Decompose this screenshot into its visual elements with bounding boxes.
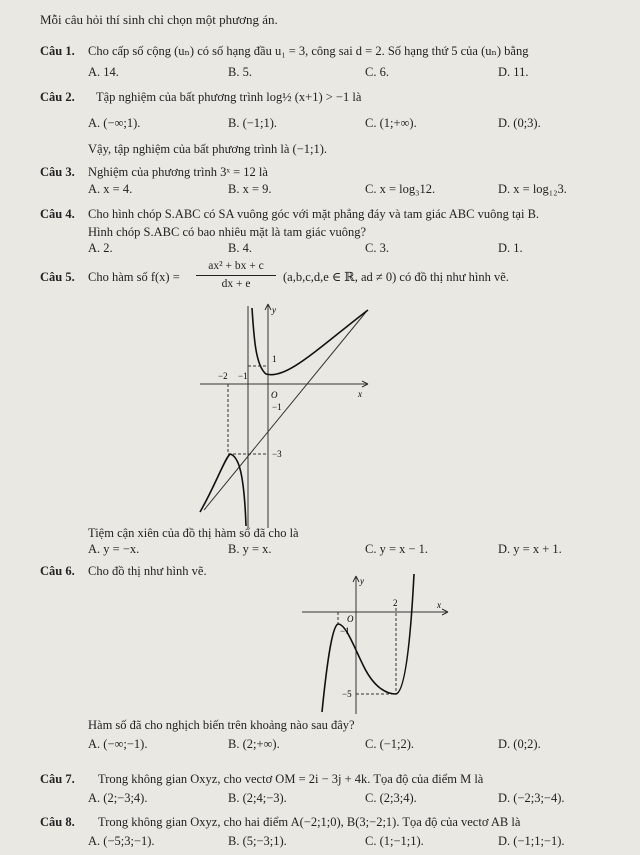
q6-option-b[interactable]: B. (2;+∞). — [228, 737, 280, 751]
q2-option-d[interactable]: D. (0;3). — [498, 116, 541, 130]
q6-option-c[interactable]: C. (−1;2). — [365, 737, 415, 751]
q5-label-x: x — [358, 389, 362, 399]
q6-number: Câu 6. — [40, 564, 75, 578]
q3-stem: Nghiệm của phương trình 3ˣ = 12 là — [88, 165, 268, 179]
q5-stem-post: (a,b,c,d,e ∈ ℝ, ad ≠ 0) có đồ thị như hình vẽ. — [283, 270, 509, 284]
q6-label-y: y — [360, 576, 364, 586]
q4-option-a[interactable]: A. 2. — [88, 241, 113, 255]
q5-curve-right — [252, 308, 368, 375]
q6-label-x: x — [437, 600, 441, 610]
q8-stem: Trong không gian Oxyz, cho hai điểm A(−2;1;0), B(3;−2;1). Tọa độ của vectơ AB là — [98, 815, 521, 829]
q6-curve — [322, 574, 414, 712]
q5-option-d[interactable]: D. y = x + 1. — [498, 542, 562, 556]
q5-fraction-denominator: dx + e — [221, 278, 251, 290]
q4-stem: Cho hình chóp S.ABC có SA vuông góc với mặt phẳng đáy và tam giác ABC vuông tại B. — [88, 207, 540, 221]
q6-option-a[interactable]: A. (−∞;−1). — [88, 737, 148, 751]
q2-note: Vậy, tập nghiệm của bất phương trình là (−1;1). — [88, 142, 328, 156]
q2-number: Câu 2. — [40, 90, 75, 104]
q6-label-x2: 2 — [393, 598, 398, 608]
q7-option-b[interactable]: B. (2;4;−3). — [228, 791, 287, 805]
q5-option-c[interactable]: C. y = x − 1. — [365, 542, 429, 556]
q1-option-d[interactable]: D. 11. — [498, 65, 529, 79]
q5-option-b[interactable]: B. y = x. — [228, 542, 272, 556]
q7-option-a[interactable]: A. (2;−3;4). — [88, 791, 148, 805]
q5-stem-pre: Cho hàm số f(x) = — [88, 270, 180, 284]
q5-graph — [196, 300, 372, 530]
q6-option-d[interactable]: D. (0;2). — [498, 737, 541, 751]
q6-graph — [300, 572, 450, 718]
q3-option-a[interactable]: A. x = 4. — [88, 182, 133, 196]
q8-number: Câu 8. — [40, 815, 75, 829]
q5-curve-left — [200, 454, 246, 526]
q5-fraction-bar — [196, 275, 276, 276]
q5-label-yneg1: −1 — [272, 402, 282, 412]
q2-option-a[interactable]: A. (−∞;1). — [88, 116, 141, 130]
q8-option-a[interactable]: A. (−5;3;−1). — [88, 834, 155, 848]
q6-label-yneg5: −5 — [342, 689, 352, 699]
q1-number: Câu 1. — [40, 44, 75, 58]
q1-option-c[interactable]: C. 6. — [365, 65, 389, 79]
q4-option-d[interactable]: D. 1. — [498, 241, 523, 255]
q6-stem-2: Hàm số đã cho nghịch biến trên khoảng nào sau đây? — [88, 718, 355, 732]
q4-number: Câu 4. — [40, 207, 75, 221]
q6-label-xneg1: −1 — [340, 626, 350, 636]
q3-number: Câu 3. — [40, 165, 75, 179]
q5-label-xneg1: −1 — [238, 371, 248, 381]
q6-stem: Cho đồ thị như hình vẽ. — [88, 564, 207, 578]
q4-option-c[interactable]: C. 3. — [365, 241, 389, 255]
q5-option-a[interactable]: A. y = −x. — [88, 542, 140, 556]
q1-option-b[interactable]: B. 5. — [228, 65, 252, 79]
q2-option-c[interactable]: C. (1;+∞). — [365, 116, 417, 130]
q6-label-origin: O — [347, 614, 354, 624]
q3-option-d[interactable]: D. x = log₁₂3. — [498, 182, 567, 196]
q2-stem: Tập nghiệm của bất phương trình log½ (x+1) > −1 là — [96, 90, 362, 104]
q8-option-c[interactable]: C. (1;−1;1). — [365, 834, 424, 848]
q8-option-b[interactable]: B. (5;−3;1). — [228, 834, 287, 848]
q7-option-d[interactable]: D. (−2;3;−4). — [498, 791, 565, 805]
q5-number: Câu 5. — [40, 270, 75, 284]
q4-stem-2: Hình chóp S.ABC có bao nhiêu mặt là tam giác vuông? — [88, 225, 367, 239]
q7-option-c[interactable]: C. (2;3;4). — [365, 791, 417, 805]
q7-stem: Trong không gian Oxyz, cho vectơ OM = 2i − 3j + 4k. Tọa độ của điểm M là — [98, 772, 484, 786]
q3-option-c[interactable]: C. x = log₃12. — [365, 182, 436, 196]
q7-number: Câu 7. — [40, 772, 75, 786]
q5-label-y: y — [272, 305, 276, 315]
q1-option-a[interactable]: A. 14. — [88, 65, 119, 79]
q8-option-d[interactable]: D. (−1;1;−1). — [498, 834, 565, 848]
q5-label-yneg3: −3 — [272, 449, 282, 459]
intro-text: Mỗi câu hỏi thí sinh chỉ chọn một phương án. — [40, 12, 278, 27]
q5-label-y1: 1 — [272, 354, 277, 364]
q1-stem: Cho cấp số cộng (uₙ) có số hạng đầu u₁ = 3, công sai d = 2. Số hạng thứ 5 của (uₙ) bằng — [88, 44, 529, 58]
q5-label-xneg2: −2 — [218, 371, 228, 381]
q5-stem-2: Tiệm cận xiên của đồ thị hàm số đã cho là — [88, 526, 299, 540]
q3-option-b[interactable]: B. x = 9. — [228, 182, 272, 196]
q5-fraction-numerator: ax² + bx + c — [208, 260, 264, 272]
q5-label-origin: O — [271, 390, 278, 400]
q4-option-b[interactable]: B. 4. — [228, 241, 252, 255]
q2-option-b[interactable]: B. (−1;1). — [228, 116, 278, 130]
